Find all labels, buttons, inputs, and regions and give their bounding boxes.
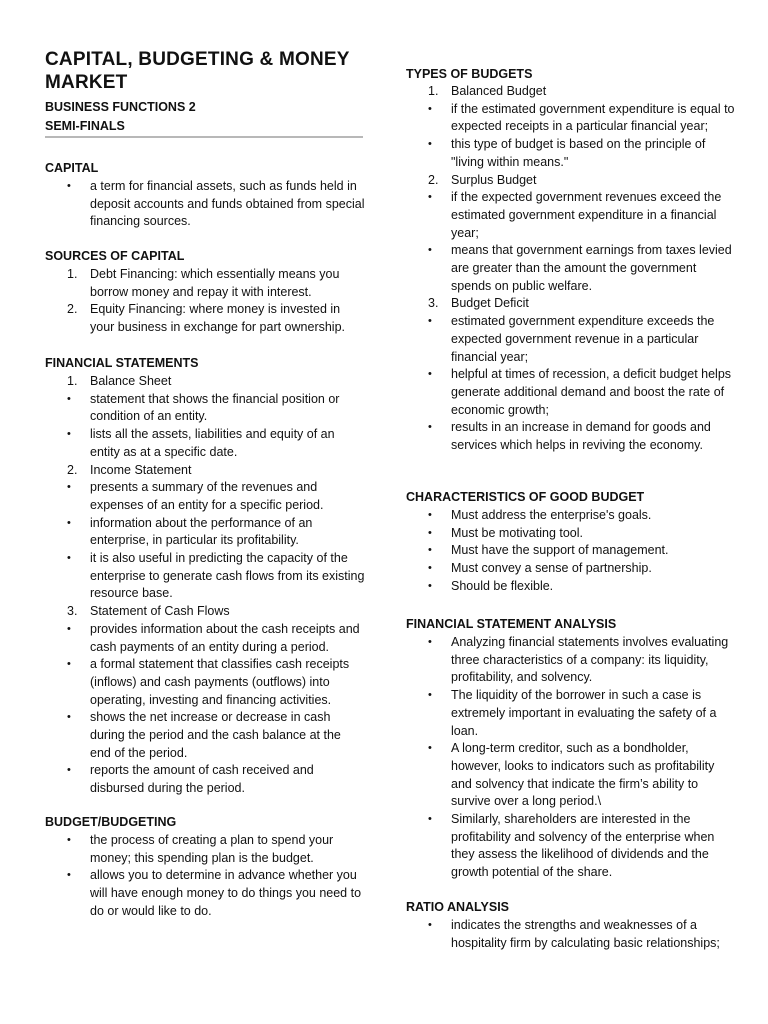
document-title: CAPITAL, BUDGETING & MONEY MARKET [45, 49, 350, 93]
bullet-marker: • [428, 636, 432, 648]
bullet-marker: • [67, 622, 71, 635]
list-item-text: lists all the assets, liabilities and equity of an entity as at a specific date. [90, 427, 335, 459]
section-capital [45, 159, 365, 231]
list-item-text: if the expected government revenues exceed the estimated government expenditure in a financial year; [451, 190, 722, 240]
bullet-marker: • [67, 834, 71, 846]
list-item [406, 189, 736, 242]
list-item-text: indicates the strengths and weaknesses of a hospitality firm by calculating basic relationships; [451, 918, 720, 950]
list-item-text: reports the amount of cash received and disbursed during the period. [90, 763, 314, 796]
section-budgeting [45, 813, 365, 921]
list-item-text: a formal statement that classifies cash receipts (inflows) and cash payments (outflows) into operating, investing and financing activities. [90, 657, 350, 707]
list-number: 1. [67, 267, 78, 281]
list-item [45, 426, 365, 461]
section-characteristics-good-budget [406, 488, 736, 596]
list-item [406, 811, 736, 882]
bullet-marker: • [428, 579, 432, 592]
list-item [45, 301, 365, 336]
list-item-text: Analyzing financial statements involves evaluating three characteristics of a company: its liquidity, profitability, and solvency. [451, 635, 729, 685]
list-number: 2. [428, 172, 439, 187]
list-item-text: helpful at times of recession, a deficit budget helps generate additional demand and boost the rate of economic growth; [451, 367, 732, 417]
list-item [45, 479, 365, 514]
list-number: 1. [67, 374, 78, 388]
term-label: SEMI-FINALS [45, 119, 125, 133]
list-item [406, 560, 736, 578]
list-item-text: Similarly, shareholders are interested in the profitability and solvency of the enterprise when they assess the likelihood of dividends and the growth potential of the share. [451, 812, 715, 880]
list-item-text: means that government earnings from taxes levied are greater than the amount the government spends on public welfare. [451, 243, 732, 293]
bullet-marker: • [67, 552, 71, 565]
bullet-marker: • [67, 764, 71, 777]
section-heading: FINANCIAL STATEMENT ANALYSIS [406, 617, 617, 631]
list-number: 3. [67, 604, 78, 619]
list-item [45, 391, 365, 426]
list-item [45, 832, 365, 867]
list-number: 2. [67, 302, 78, 317]
list-item-text: this type of budget is based on the principle of "living within means." [451, 137, 706, 169]
list-item [406, 507, 736, 525]
list-number: 3. [428, 296, 439, 311]
list-item-text: Income Statement [90, 462, 192, 477]
list-item [45, 762, 365, 797]
list-item-text: allows you to determine in advance whether you will have enough money to do things you need to do or would like to do. [90, 868, 362, 918]
section-financial-statement-analysis [406, 615, 736, 882]
section-heading: SOURCES OF CAPITAL [45, 249, 185, 263]
list-item-text: Statement of Cash Flows [90, 604, 230, 619]
course-name: BUSINESS FUNCTIONS 2 [45, 100, 196, 114]
list-item-text: Debt Financing: which essentially means you borrow money and repay it with interest. [90, 267, 340, 299]
list-number: 1. [428, 84, 439, 98]
list-item [45, 709, 365, 762]
list-item [406, 634, 736, 687]
bullet-marker: • [67, 711, 71, 724]
section-sources-of-capital [45, 247, 365, 337]
list-number: 2. [67, 462, 78, 477]
bullet-marker: • [67, 428, 71, 441]
list-item [406, 917, 736, 952]
list-item [406, 101, 736, 136]
section-financial-statements [45, 354, 365, 798]
list-item-text: Should be flexible. [451, 578, 554, 593]
list-item [406, 295, 736, 313]
section-heading: TYPES OF BUDGETS [406, 67, 533, 81]
bullet-marker: • [428, 544, 432, 557]
bullet-marker: • [428, 421, 432, 434]
list-item [45, 515, 365, 550]
list-item-text: shows the net increase or decrease in cash during the period and the cash balance at the end of the period. [90, 710, 341, 760]
list-item [45, 867, 365, 920]
list-item-text: statement that shows the financial position or condition of an entity. [90, 391, 340, 424]
list-item [406, 542, 736, 560]
section-heading: CHARACTERISTICS OF GOOD BUDGET [406, 490, 645, 504]
section-heading: FINANCIAL STATEMENTS [45, 356, 199, 370]
list-item-text: results in an increase in demand for goods and services which helps in reviving the economy. [451, 420, 711, 453]
list-item [406, 242, 736, 295]
bullet-marker: • [67, 392, 71, 405]
list-item-text: estimated government expenditure exceeds the expected government revenue in a particular financial year; [451, 314, 715, 364]
list-item-text: a term for financial assets, such as funds held in deposit accounts and funds obtained from special financing sources. [90, 179, 365, 229]
bullet-marker: • [428, 509, 432, 521]
list-item [45, 550, 365, 603]
list-item [406, 172, 736, 190]
bullet-marker: • [428, 368, 432, 381]
list-item-text: Must convey a sense of partnership. [451, 561, 652, 576]
list-item-text: presents a summary of the revenues and expenses of an entity for a specific period. [90, 480, 324, 512]
list-item-text: Balance Sheet [90, 374, 172, 388]
section-heading: BUDGET/BUDGETING [45, 815, 177, 829]
list-item [45, 621, 365, 656]
bullet-marker: • [428, 689, 432, 702]
list-item-text: Surplus Budget [451, 172, 537, 187]
list-item-text: Equity Financing: where money is invested in your business in exchange for part ownership. [90, 302, 346, 335]
list-item-text: it is also useful in predicting the capacity of the enterprise to generate cash flows from its existing resource base. [90, 551, 365, 601]
list-item [45, 178, 365, 231]
list-item [406, 83, 736, 101]
title-divider [45, 136, 363, 138]
list-item [45, 266, 365, 301]
section-ratio-analysis [406, 898, 736, 952]
bullet-marker: • [67, 180, 71, 192]
list-item-text: provides information about the cash receipts and cash payments of an entity during a period. [90, 621, 360, 654]
list-item [406, 136, 736, 171]
bullet-marker: • [428, 191, 432, 204]
list-item [45, 656, 365, 709]
list-item [406, 578, 736, 596]
bullet-marker: • [428, 562, 432, 575]
list-item [406, 419, 736, 454]
bullet-marker: • [428, 919, 432, 931]
bullet-marker: • [67, 481, 71, 494]
list-item-text: The liquidity of the borrower in such a case is extremely important in evaluating the safety of a loan. [451, 688, 717, 738]
list-item [406, 687, 736, 740]
bullet-marker: • [428, 813, 432, 826]
list-item-text: the process of creating a plan to spend your money; this spending plan is the budget. [90, 833, 334, 865]
list-item-text: if the estimated government expenditure is equal to expected receipts in a particular financial year; [451, 101, 735, 134]
list-item [406, 525, 736, 543]
bullet-marker: • [67, 658, 71, 671]
list-item [45, 462, 365, 480]
section-types-of-budgets [406, 65, 736, 455]
list-item-text: Balanced Budget [451, 84, 547, 98]
list-item-text: Budget Deficit [451, 296, 529, 311]
section-heading: RATIO ANALYSIS [406, 900, 510, 914]
list-item-text: Must have the support of management. [451, 543, 669, 558]
list-item [406, 366, 736, 419]
list-item-text: information about the performance of an enterprise, in particular its profitability. [90, 515, 313, 548]
list-item-text: Must address the enterprise's goals. [451, 508, 652, 522]
bullet-marker: • [67, 516, 71, 529]
list-item [45, 373, 365, 391]
list-item [406, 313, 736, 366]
bullet-marker: • [428, 315, 432, 328]
list-item [406, 740, 736, 811]
bullet-marker: • [428, 526, 432, 539]
list-item-text: Must be motivating tool. [451, 525, 584, 540]
bullet-marker: • [428, 742, 432, 755]
bullet-marker: • [428, 138, 432, 151]
bullet-marker: • [428, 102, 432, 115]
bullet-marker: • [428, 244, 432, 257]
list-item [45, 603, 365, 621]
list-item-text: A long-term creditor, such as a bondholder, however, looks to indicators such as profitability and solvency that indicate the firm’s ability to survive over a long period.\ [451, 741, 715, 809]
bullet-marker: • [67, 869, 71, 882]
section-heading: CAPITAL [45, 161, 99, 175]
